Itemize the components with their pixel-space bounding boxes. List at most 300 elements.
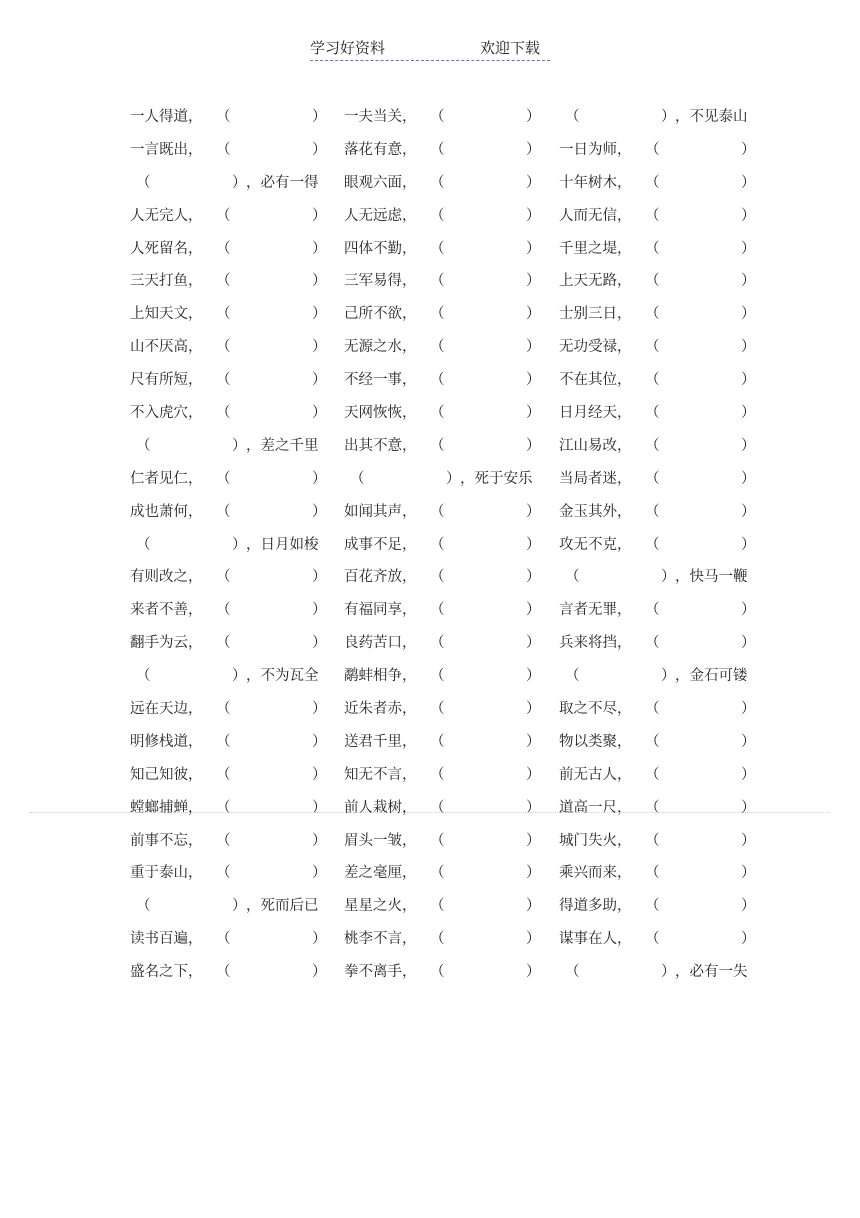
blank-close-paren: ） [526,536,541,553]
blank-close-paren: ） [526,865,541,882]
idiom-text: 十年树木， [559,174,632,191]
idiom-text: ，死而后已 [246,898,319,915]
blank-close-paren: ） [312,207,327,224]
idiom-text: 一言既出， [130,141,203,158]
idiom-item [130,233,335,266]
blank-open-paren: （ [430,109,445,125]
idiom-item [559,529,764,562]
idiom-item [344,825,549,858]
idiom-text: ，差之千里 [246,437,319,454]
blank-close-paren: ） [232,437,247,454]
idiom-text: 不在其位， [559,372,632,389]
blank-open-paren: （ [430,174,445,191]
blank-close-paren: ） [312,733,327,750]
blank-close-paren: ） [741,931,756,948]
blank-open-paren: （ [216,569,231,586]
blank-open-paren: （ [430,437,445,454]
blank-close-paren: ） [741,174,756,191]
idiom-item [130,660,335,693]
blank-open-paren: （ [645,174,660,191]
idiom-text: 一人得道， [130,109,203,125]
idiom-item [344,693,549,726]
blank-open-paren: （ [216,799,231,816]
blank-close-paren: ） [741,865,756,882]
header-right-text: 欢迎下载 [480,39,541,57]
header-left-text: 学习好资料 [310,39,386,57]
blank-open-paren: （ [645,273,660,290]
blank-open-paren: （ [216,832,231,849]
idiom-text: 不入虎穴， [130,405,203,422]
blank-open-paren: （ [350,470,365,487]
idiom-text: 一夫当关， [344,109,417,125]
idiom-item [130,265,335,298]
idiom-text: 知无不言， [344,766,417,783]
idiom-item [344,890,549,923]
blank-close-paren: ） [526,141,541,158]
idiom-item [130,825,335,858]
idiom-item [130,627,335,660]
idiom-text: 桃李不言， [344,931,417,948]
blank-open-paren: （ [645,635,660,652]
blank-open-paren: （ [430,372,445,389]
blank-open-paren: （ [645,470,660,487]
idiom-item [130,101,335,134]
blank-close-paren: ） [312,470,327,487]
blank-close-paren: ） [312,503,327,520]
idiom-row [130,430,770,463]
blank-open-paren: （ [645,931,660,948]
blank-open-paren: （ [136,898,151,915]
blank-open-paren: （ [645,207,660,224]
idiom-row [130,660,770,693]
idiom-item [344,167,549,200]
blank-open-paren: （ [216,931,231,948]
blank-open-paren: （ [645,503,660,520]
idiom-row [130,331,770,364]
idiom-row [130,134,770,167]
idiom-text: 读书百遍， [130,931,203,948]
idiom-row [130,594,770,627]
idiom-item [130,397,335,430]
idiom-item [130,167,335,200]
idiom-item [344,857,549,890]
idiom-item [130,890,335,923]
blank-close-paren: ） [741,240,756,257]
blank-close-paren: ） [526,306,541,323]
idiom-text: 明修栈道， [130,733,203,750]
idiom-item [559,956,764,989]
idiom-row [130,397,770,430]
idiom-row [130,561,770,594]
blank-close-paren: ） [312,109,327,125]
idiom-item [344,660,549,693]
blank-close-paren: ） [232,174,247,191]
blank-open-paren: （ [430,339,445,356]
idiom-row [130,627,770,660]
idiom-item [559,463,764,496]
idiom-row [130,101,770,134]
idiom-row [130,200,770,233]
idiom-item [559,364,764,397]
blank-open-paren: （ [430,701,445,718]
blank-close-paren: ） [741,898,756,915]
idiom-text: 江山易改， [559,437,632,454]
idiom-text: ，必有一失 [675,964,748,981]
blank-close-paren: ） [232,898,247,915]
blank-open-paren: （ [645,240,660,257]
idiom-row [130,792,770,825]
idiom-text: 送君千里， [344,733,417,750]
idiom-item [344,496,549,529]
blank-close-paren: ） [526,931,541,948]
blank-close-paren: ） [741,503,756,520]
idiom-text: ，必有一得 [246,174,319,191]
blank-open-paren: （ [430,405,445,422]
idiom-item [559,792,764,825]
idiom-item [344,759,549,792]
blank-open-paren: （ [645,437,660,454]
blank-close-paren: ） [741,701,756,718]
blank-open-paren: （ [430,536,445,553]
blank-close-paren: ） [446,470,461,487]
idiom-text: 差之毫厘， [344,865,417,882]
blank-close-paren: ） [312,832,327,849]
idiom-item [559,660,764,693]
blank-open-paren: （ [645,536,660,553]
idiom-text: 天网恢恢， [344,405,417,422]
blank-close-paren: ） [526,240,541,257]
idiom-text: 金玉其外， [559,503,632,520]
idiom-text: ，快马一鞭 [675,569,748,586]
idiom-row [130,857,770,890]
idiom-text: 翻手为云， [130,635,203,652]
blank-open-paren: （ [216,141,231,158]
idiom-item [559,759,764,792]
blank-close-paren: ） [526,372,541,389]
idiom-item [559,857,764,890]
idiom-item [130,529,335,562]
idiom-item [344,298,549,331]
blank-open-paren: （ [565,109,580,125]
blank-close-paren: ） [312,339,327,356]
idiom-text: 尺有所短， [130,372,203,389]
idiom-text: 乘兴而来， [559,865,632,882]
idiom-text: 有福同享， [344,602,417,619]
blank-open-paren: （ [136,536,151,553]
idiom-text: 近朱者赤， [344,701,417,718]
blank-open-paren: （ [430,141,445,158]
blank-open-paren: （ [645,898,660,915]
blank-open-paren: （ [216,964,231,981]
blank-open-paren: （ [430,865,445,882]
idiom-item [559,101,764,134]
blank-close-paren: ） [741,832,756,849]
idiom-text: 一日为师， [559,141,632,158]
idiom-item [130,923,335,956]
blank-open-paren: （ [565,569,580,586]
blank-close-paren: ） [232,536,247,553]
idiom-item [130,496,335,529]
idiom-row [130,890,770,923]
idiom-text: 出其不意， [344,437,417,454]
blank-close-paren: ） [741,339,756,356]
blank-close-paren: ） [312,569,327,586]
blank-open-paren: （ [136,668,151,685]
idiom-text: 三天打鱼， [130,273,203,290]
blank-open-paren: （ [216,109,231,125]
idiom-text: 四体不勤， [344,240,417,257]
idiom-row [130,167,770,200]
idiom-text: 重于泰山， [130,865,203,882]
idiom-text: 人无完人， [130,207,203,224]
blank-open-paren: （ [216,766,231,783]
idiom-text: 有则改之， [130,569,203,586]
blank-open-paren: （ [430,898,445,915]
blank-open-paren: （ [216,865,231,882]
idiom-item [559,233,764,266]
idiom-item [344,923,549,956]
blank-close-paren: ） [526,339,541,356]
blank-close-paren: ） [741,372,756,389]
idiom-item [344,397,549,430]
blank-open-paren: （ [216,602,231,619]
blank-open-paren: （ [430,635,445,652]
blank-open-paren: （ [216,635,231,652]
blank-close-paren: ） [312,602,327,619]
blank-close-paren: ） [312,306,327,323]
blank-open-paren: （ [645,405,660,422]
idiom-item [559,167,764,200]
idiom-item [130,463,335,496]
blank-close-paren: ） [526,503,541,520]
idiom-item [344,529,549,562]
idiom-text: 知己知彼， [130,766,203,783]
idiom-item [130,331,335,364]
blank-open-paren: （ [216,701,231,718]
idiom-text: 攻无不克， [559,536,632,553]
idiom-row [130,463,770,496]
idiom-text: 前事不忘， [130,832,203,849]
idiom-item [559,496,764,529]
idiom-item [559,693,764,726]
blank-open-paren: （ [565,668,580,685]
page-separator [30,812,830,813]
blank-close-paren: ） [312,372,327,389]
idiom-item [344,233,549,266]
idiom-text: 如闻其声， [344,503,417,520]
blank-open-paren: （ [430,273,445,290]
idiom-row [130,759,770,792]
idiom-text: 当局者迷， [559,470,632,487]
blank-close-paren: ） [526,602,541,619]
idiom-text: 千里之堤， [559,240,632,257]
blank-close-paren: ） [661,964,676,981]
idiom-item [559,200,764,233]
blank-open-paren: （ [430,832,445,849]
idiom-text: 士别三日， [559,306,632,323]
idiom-item [344,594,549,627]
blank-close-paren: ） [741,602,756,619]
idiom-text: 远在天边， [130,701,203,718]
idiom-text: ，不为瓦全 [246,668,319,685]
blank-open-paren: （ [216,372,231,389]
blank-close-paren: ） [526,733,541,750]
idiom-text: 言者无罪， [559,602,632,619]
blank-open-paren: （ [645,339,660,356]
blank-close-paren: ） [661,569,676,586]
idiom-row [130,364,770,397]
idiom-row [130,923,770,956]
idiom-text: 成也萧何， [130,503,203,520]
idiom-text: 前无古人， [559,766,632,783]
blank-open-paren: （ [136,437,151,454]
blank-close-paren: ） [312,405,327,422]
blank-open-paren: （ [645,306,660,323]
blank-close-paren: ） [741,536,756,553]
blank-close-paren: ） [312,964,327,981]
idiom-item [344,134,549,167]
blank-close-paren: ） [526,273,541,290]
idiom-text: 物以类聚， [559,733,632,750]
blank-open-paren: （ [216,733,231,750]
page-header [310,38,550,61]
idiom-item [344,331,549,364]
idiom-item [559,726,764,759]
idiom-text: 眉头一皱， [344,832,417,849]
blank-close-paren: ） [526,109,541,125]
blank-open-paren: （ [645,832,660,849]
idiom-item [344,627,549,660]
idiom-text: 人无远虑， [344,207,417,224]
idiom-item [130,956,335,989]
idiom-text: ，死于安乐 [460,470,533,487]
blank-open-paren: （ [430,240,445,257]
idiom-text: 人而无信， [559,207,632,224]
idiom-item [344,265,549,298]
idiom-item [559,825,764,858]
blank-close-paren: ） [526,405,541,422]
blank-open-paren: （ [430,306,445,323]
idiom-item [559,561,764,594]
idiom-text: 百花齐放， [344,569,417,586]
idiom-text: 鹬蚌相争， [344,668,417,685]
blank-open-paren: （ [430,766,445,783]
blank-open-paren: （ [430,964,445,981]
idiom-text: 人死留名， [130,240,203,257]
idiom-text: ，金石可镂 [675,668,748,685]
idiom-text: 得道多助， [559,898,632,915]
idiom-text: 不经一事， [344,372,417,389]
blank-close-paren: ） [526,832,541,849]
blank-open-paren: （ [216,273,231,290]
idiom-item [130,726,335,759]
idiom-text: ，不见泰山 [675,109,748,125]
idiom-text: 上知天文， [130,306,203,323]
blank-close-paren: ） [312,701,327,718]
idiom-item [344,101,549,134]
idiom-item [559,627,764,660]
idiom-item [344,792,549,825]
blank-open-paren: （ [430,668,445,685]
idiom-item [130,759,335,792]
idiom-row [130,956,770,989]
blank-open-paren: （ [430,569,445,586]
blank-open-paren: （ [645,733,660,750]
blank-close-paren: ） [741,207,756,224]
idiom-text: 来者不善， [130,602,203,619]
idiom-text: 谋事在人， [559,931,632,948]
blank-close-paren: ） [661,109,676,125]
idiom-item [559,923,764,956]
idiom-item [130,693,335,726]
idiom-text: 上天无路， [559,273,632,290]
blank-open-paren: （ [216,470,231,487]
blank-open-paren: （ [645,865,660,882]
idiom-text: 城门失火， [559,832,632,849]
idiom-item [130,857,335,890]
blank-close-paren: ） [312,931,327,948]
blank-open-paren: （ [645,141,660,158]
blank-open-paren: （ [430,799,445,816]
blank-open-paren: （ [565,964,580,981]
blank-close-paren: ） [741,273,756,290]
blank-close-paren: ） [312,799,327,816]
blank-open-paren: （ [216,240,231,257]
blank-close-paren: ） [526,799,541,816]
idiom-item [130,298,335,331]
blank-close-paren: ） [741,733,756,750]
idiom-item [344,956,549,989]
idiom-item [559,265,764,298]
idiom-item [344,200,549,233]
blank-close-paren: ） [741,405,756,422]
blank-close-paren: ） [526,437,541,454]
idiom-item [344,364,549,397]
blank-open-paren: （ [216,339,231,356]
idiom-item [344,430,549,463]
idiom-item [559,430,764,463]
blank-open-paren: （ [136,174,151,191]
idiom-text: ，日月如梭 [246,536,319,553]
idiom-text: 三军易得， [344,273,417,290]
idiom-fill-in-grid [130,101,770,989]
blank-close-paren: ） [741,766,756,783]
blank-open-paren: （ [216,207,231,224]
blank-open-paren: （ [645,701,660,718]
blank-close-paren: ） [312,240,327,257]
idiom-text: 山不厌高， [130,339,203,356]
blank-close-paren: ） [526,898,541,915]
blank-close-paren: ） [741,470,756,487]
idiom-text: 前人栽树， [344,799,417,816]
blank-close-paren: ） [741,635,756,652]
idiom-row [130,726,770,759]
blank-open-paren: （ [645,602,660,619]
blank-close-paren: ） [312,635,327,652]
idiom-text: 良药苦口， [344,635,417,652]
blank-close-paren: ） [526,668,541,685]
blank-open-paren: （ [645,766,660,783]
idiom-text: 取之不尽， [559,701,632,718]
idiom-item [130,364,335,397]
idiom-text: 仁者见仁， [130,470,203,487]
idiom-text: 无源之水， [344,339,417,356]
idiom-row [130,529,770,562]
idiom-row [130,233,770,266]
blank-open-paren: （ [430,207,445,224]
blank-close-paren: ） [526,766,541,783]
idiom-text: 落花有意， [344,141,417,158]
